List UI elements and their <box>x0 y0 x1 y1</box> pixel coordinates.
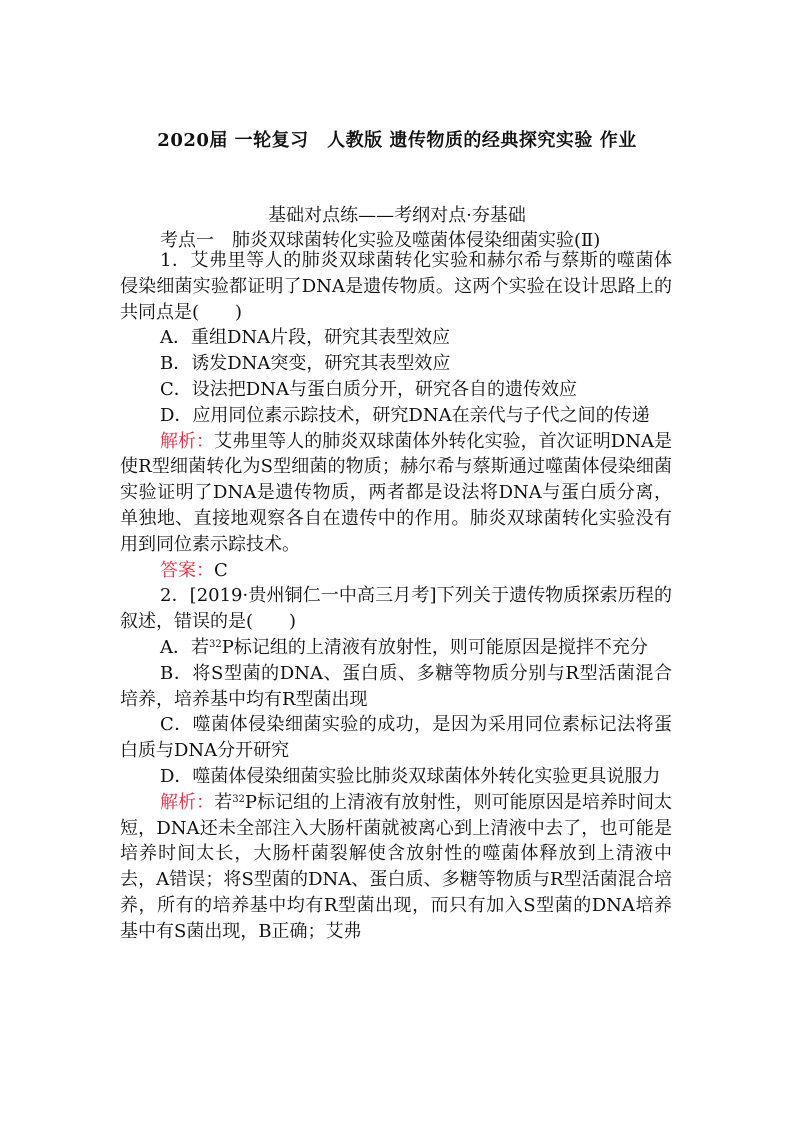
q2-analysis <box>120 790 672 945</box>
analysis-label: 解析： <box>160 430 215 452</box>
q1-option-a: A．重组DNA片段，研究其表型效应 <box>160 327 451 349</box>
section-heading: 基础对点练——考纲对点·夯基础 <box>268 205 526 226</box>
q2-analysis-pre: 若 <box>214 791 233 813</box>
q1-analysis <box>120 429 672 558</box>
q2-option-d: D．噬菌体侵染细菌实验比肺炎双球菌体外转化实验更具说服力 <box>160 765 661 787</box>
q2-option-a-pre: A．若 <box>160 636 209 658</box>
topic-heading: 考点一 肺炎双球菌转化实验及噬菌体侵染细菌实验(Ⅱ) <box>160 230 601 251</box>
q1-stem: 1．艾弗里等人的肺炎双球菌转化实验和赫尔希与蔡斯的噬菌体侵染细菌实验都证明了DNA是遗传物质。这两个实验在设计思路上的共同点是( ) <box>120 250 672 323</box>
q1-option-c: C．设法把DNA与蛋白质分开，研究各自的遗传效应 <box>160 378 577 400</box>
q2-analysis-sup: 32 <box>232 793 245 805</box>
q2-option-a-post: P标记组的上清液有放射性，则可能原因是搅拌不充分 <box>221 636 648 658</box>
q1-answer <box>120 558 672 584</box>
q1-option-b: B．诱发DNA突变，研究其表型效应 <box>160 353 451 375</box>
answer-label: 答案： <box>160 559 214 581</box>
q2-analysis-text: P标记组的上清液有放射性，则可能原因是培养时间太短，DNA还未全部注入大肠杆菌就被离心到上清液中去了，也可能是培养时间太长，大肠杆菌裂解使含放射性的噬菌体释放到上清液中去，A错误；将S型菌的DNA、蛋白质、多糖等物质与R型活菌混合培养，所有的培养基中均有R型菌出现，而只有加入S型菌的DNA培养基中有S菌出现，B正确；艾弗 <box>120 791 673 942</box>
analysis-label: 解析： <box>160 791 215 813</box>
q2-stem: 2．[2019·贵州铜仁一中高三月考]下列关于遗传物质探索历程的叙述，错误的是( ) <box>120 585 672 633</box>
q2-option-a-sup: 32 <box>209 638 222 650</box>
q2-option-b: B．将S型菌的DNA、蛋白质、多糖等物质分别与R型活菌混合培养，培养基中均有R型菌出现 <box>120 662 672 710</box>
q1-answer-value: C <box>214 559 228 581</box>
document-title: 2020届 一轮复习 人教版 遗传物质的经典探究实验 作业 <box>157 130 637 151</box>
q1-option-d: D．应用同位素示踪技术，研究DNA在亲代与子代之间的传递 <box>160 404 650 426</box>
q2-option-a <box>120 635 672 661</box>
q1-analysis-text: 艾弗里等人的肺炎双球菌体外转化实验，首次证明DNA是使R型细菌转化为S型细菌的物质；赫尔希与蔡斯通过噬菌体侵染细菌实验证明了DNA是遗传物质，两者都是设法将DNA与蛋白质分离，单独地、直接地观察各自在遗传中的作用。肺炎双球菌转化实验没有用到同位素示踪技术。 <box>120 430 672 555</box>
document-body <box>120 248 672 945</box>
q2-option-c: C．噬菌体侵染细菌实验的成功，是因为采用同位素标记法将蛋白质与DNA分开研究 <box>120 714 672 762</box>
